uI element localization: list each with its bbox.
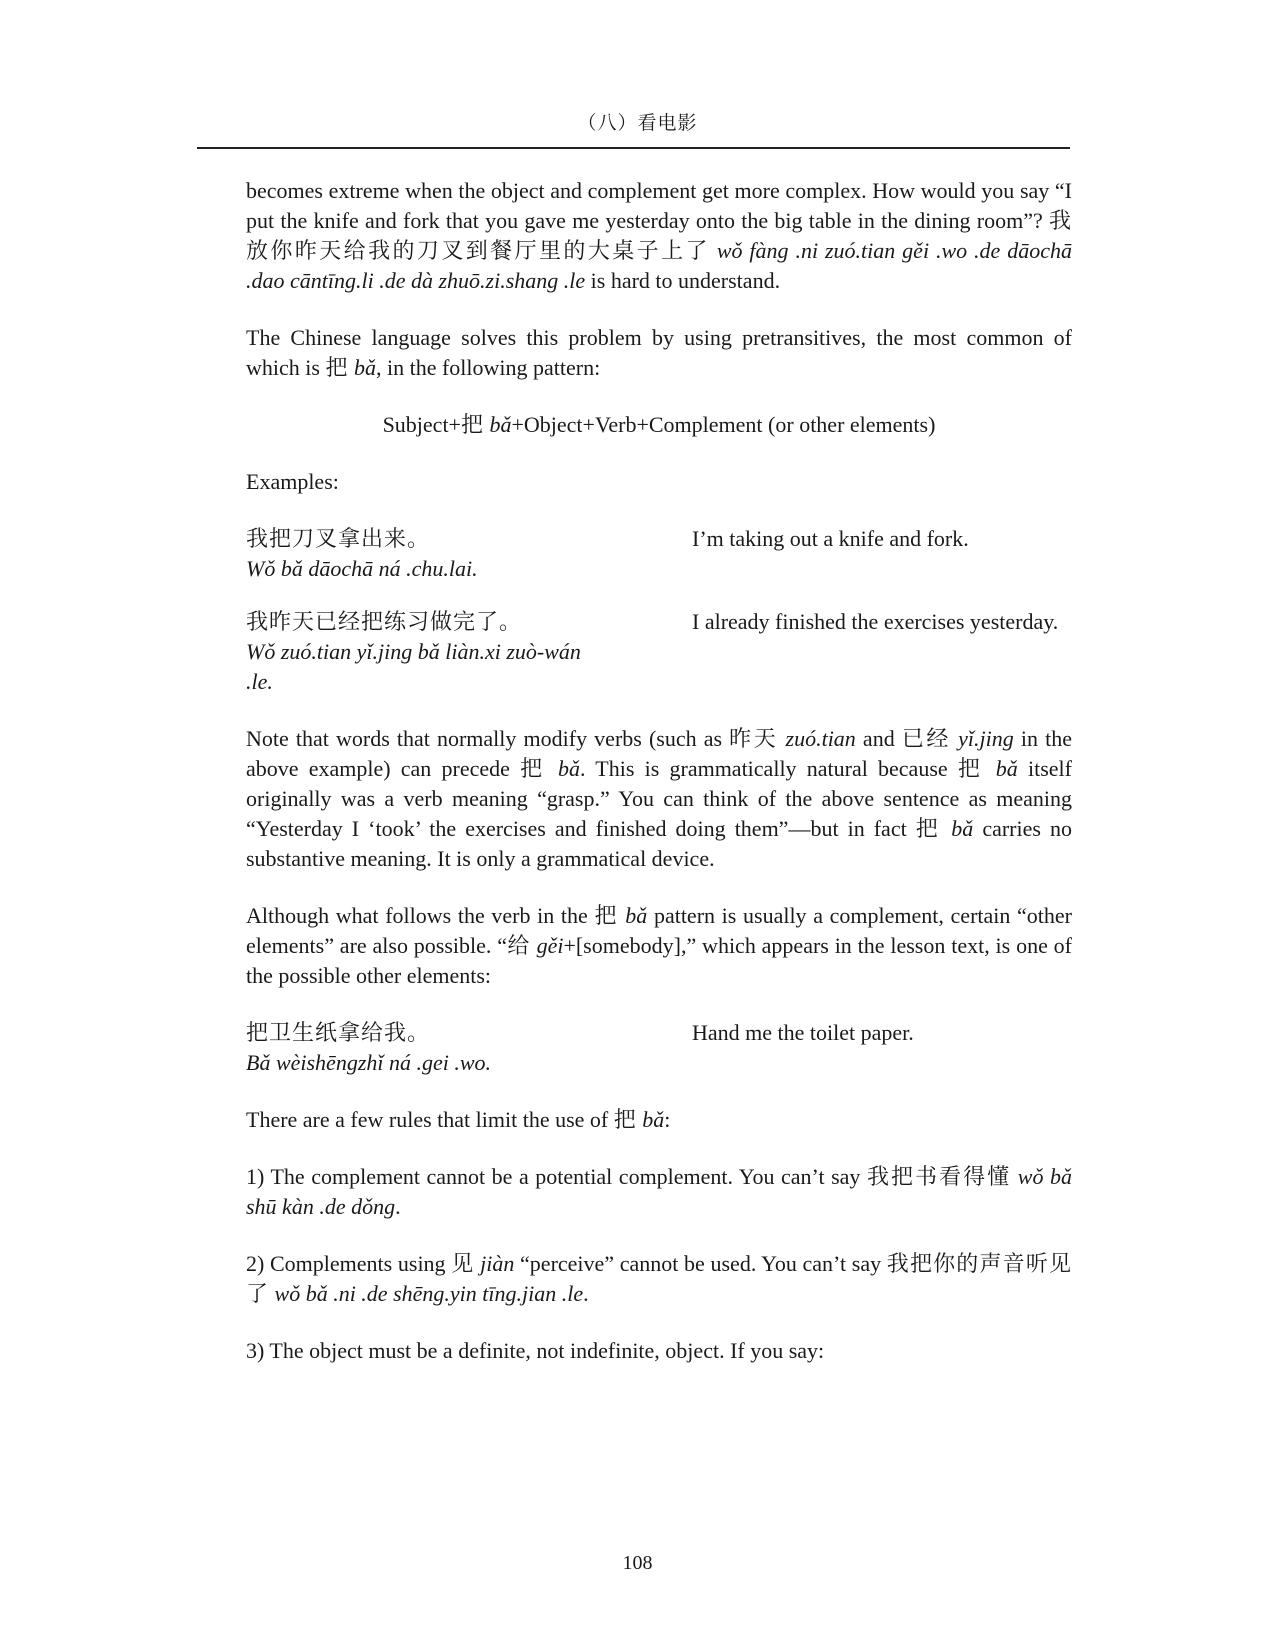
example-1-chinese: 我把刀叉拿出来。 bbox=[246, 526, 431, 551]
pattern-pinyin: bǎ bbox=[489, 412, 512, 437]
rule1-text-2: . bbox=[395, 1194, 401, 1219]
example-1 bbox=[246, 524, 1072, 584]
p4-text-2: pattern is usually a complement, certain “other elements” are also possible. “ bbox=[246, 903, 1073, 958]
rule2-text-3: . bbox=[583, 1281, 589, 1306]
example-3-chinese: 把卫生纸拿给我。 bbox=[246, 1020, 431, 1045]
rule1-text-1: 1) The complement cannot be a potential complement. You can’t say bbox=[246, 1164, 867, 1189]
p5-text-2: : bbox=[664, 1107, 671, 1132]
pattern-text-1: Subject+ bbox=[382, 412, 461, 437]
running-header: （八）看电影 bbox=[577, 113, 698, 134]
example-2-chinese: 我昨天已经把练习做完了。 bbox=[246, 609, 523, 634]
p3-pinyin-5: bǎ bbox=[951, 816, 974, 841]
p4-pinyin-2: gěi bbox=[536, 933, 564, 958]
example-1-translation: I’m taking out a knife and fork. bbox=[692, 526, 969, 551]
p3-text-5: itself originally was a verb meaning “grasp.” You can think of the above sentence as meaning “Yesterday I ‘took’ the exercises and finished doing them”—but in fact bbox=[246, 756, 1072, 841]
p3-chinese-5: 把 bbox=[915, 816, 943, 841]
rule2-text-1: 2) Complements using bbox=[246, 1251, 452, 1276]
rule2-chinese-1: 见 bbox=[451, 1251, 475, 1276]
p4-text-1: Although what follows the verb in the bbox=[246, 903, 595, 928]
example-3-translation: Hand me the toilet paper. bbox=[692, 1020, 914, 1045]
p3-text-3: in the above example) can precede bbox=[246, 726, 1072, 781]
examples-label: Examples: bbox=[246, 469, 339, 494]
p2-chinese: 把 bbox=[325, 355, 349, 380]
example-2-translation: I already finished the exercises yesterday. bbox=[692, 609, 1059, 634]
example-2-pinyin: Wǒ zuó.tian yǐ.jing bǎ liàn.xi zuò-wán .le. bbox=[246, 639, 581, 694]
p3-pinyin-4: bǎ bbox=[995, 756, 1018, 781]
page-number: 108 bbox=[622, 1552, 653, 1574]
example-1-pinyin: Wǒ bǎ dāochā ná .chu.lai. bbox=[246, 556, 478, 581]
example-3 bbox=[246, 1018, 1072, 1078]
p4-text-3: +[somebody],” which appears in the lesson text, is one of the possible other elements: bbox=[246, 933, 1072, 988]
p3-text-2: and bbox=[855, 726, 902, 751]
rule-1 bbox=[246, 1162, 1072, 1222]
p2-pinyin: bǎ bbox=[353, 355, 376, 380]
p3-chinese-1: 昨天 bbox=[729, 726, 779, 751]
rule2-chinese-2: 我把你的声音听见了 bbox=[246, 1251, 1073, 1306]
paragraph-3 bbox=[246, 724, 1072, 874]
p3-chinese-2: 已经 bbox=[901, 726, 952, 751]
p3-text-4: . This is grammatically natural because bbox=[580, 756, 958, 781]
rule1-pinyin: wǒ bǎ shū kàn .de dǒng bbox=[246, 1164, 1072, 1219]
rule2-pinyin-2: wǒ bǎ .ni .de shēng.yin tīng.jian .le bbox=[274, 1281, 584, 1306]
rule2-pinyin-1: jiàn bbox=[480, 1251, 515, 1276]
p1-pinyin: wǒ fàng .ni zuó.tian gěi .wo .de dāochā .dao cāntīng.li .de dà zhuō.zi.shang .le bbox=[246, 238, 1073, 293]
p3-text-6: carries no substantive meaning. It is only a grammatical device. bbox=[246, 816, 1072, 871]
paragraph-4 bbox=[246, 901, 1072, 991]
p4-pinyin-1: bǎ bbox=[625, 903, 648, 928]
p5-text-1: There are a few rules that limit the use of bbox=[246, 1107, 614, 1132]
ba-pattern bbox=[246, 410, 1072, 440]
example-2 bbox=[246, 607, 1072, 697]
p2-text-2: , in the following pattern: bbox=[375, 355, 601, 380]
example-3-pinyin: Bǎ wèishēngzhǐ ná .gei .wo. bbox=[246, 1050, 492, 1075]
p3-pinyin-3: bǎ bbox=[558, 756, 580, 781]
p1-text-1: becomes extreme when the object and complement get more complex. How would you say “I put the knife and fork that you gave me yesterday onto the big table in the dining room”? bbox=[246, 178, 1072, 233]
rule1-chinese: 我把书看得懂 bbox=[866, 1164, 1012, 1189]
p3-chinese-4: 把 bbox=[957, 756, 986, 781]
p3-pinyin-1: zuó.tian bbox=[785, 726, 856, 751]
pattern-text-2: +Object+Verb+Complement (or other elements) bbox=[511, 412, 936, 437]
rule-2 bbox=[246, 1249, 1072, 1309]
p4-chinese-2: 给 bbox=[507, 933, 531, 958]
rule2-text-2: “perceive” cannot be used. You can’t say bbox=[514, 1251, 887, 1276]
header-rule bbox=[197, 147, 1070, 149]
paragraph-1 bbox=[246, 176, 1072, 296]
p3-text-1: Note that words that normally modify verbs (such as bbox=[246, 726, 730, 751]
paragraph-2 bbox=[246, 323, 1072, 383]
pattern-chinese: 把 bbox=[460, 412, 484, 437]
p1-text-2: is hard to understand. bbox=[585, 268, 781, 293]
rule-3: 3) The object must be a definite, not indefinite, object. If you say: bbox=[246, 1338, 825, 1363]
p2-text-1: The Chinese language solves this problem by using pretransitives, the most common of which is bbox=[246, 325, 1072, 380]
paragraph-5 bbox=[246, 1105, 1072, 1135]
p1-chinese: 我放你昨天给我的刀叉到餐厅里的大桌子上了 bbox=[246, 208, 1072, 263]
p5-pinyin: bǎ bbox=[642, 1107, 665, 1132]
p3-pinyin-2: yǐ.jing bbox=[958, 726, 1014, 751]
p3-chinese-3: 把 bbox=[520, 756, 548, 781]
p4-chinese-1: 把 bbox=[594, 903, 619, 928]
p5-chinese: 把 bbox=[613, 1107, 637, 1132]
body-text bbox=[246, 176, 1072, 1366]
